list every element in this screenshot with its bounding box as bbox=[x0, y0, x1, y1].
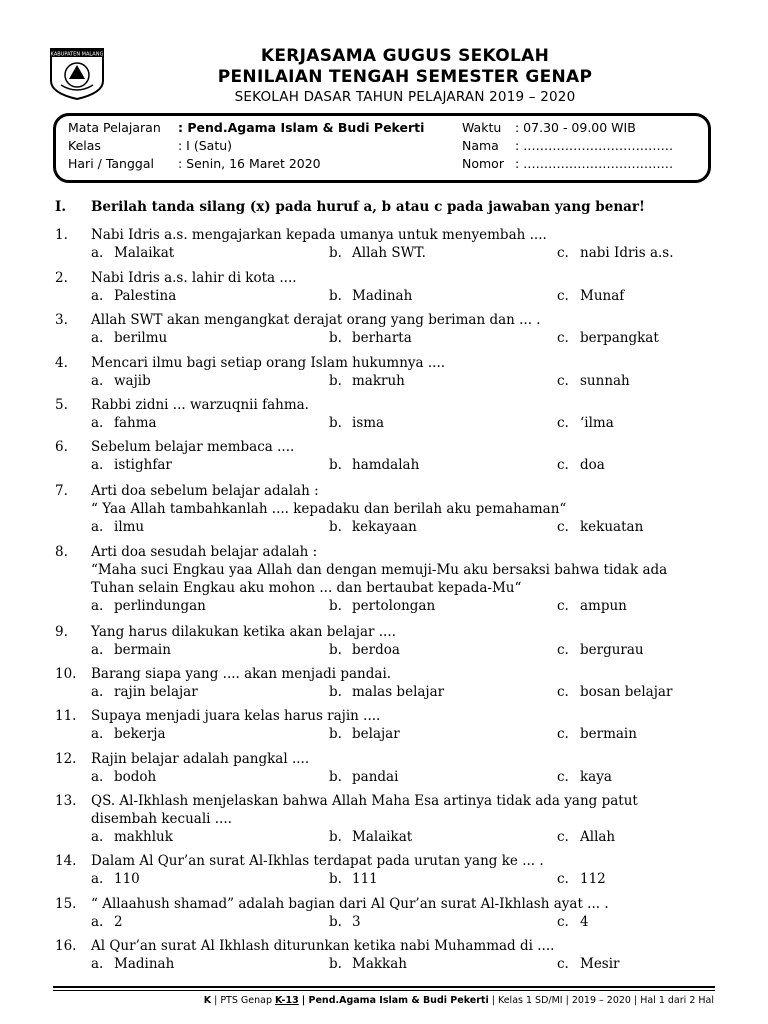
question-text: disembah kecuali .... bbox=[91, 811, 232, 827]
question-text: Rabbi zidni ... warzuqnii fahma. bbox=[91, 397, 309, 413]
question-text: Allah SWT akan mengangkat derajat orang yang beriman dan ... . bbox=[91, 312, 541, 328]
option-letter-b: b. bbox=[329, 373, 342, 389]
option-letter-c: c. bbox=[557, 373, 569, 389]
kelas-value: : I (Satu) bbox=[178, 138, 233, 153]
header-line-3: SEKOLAH DASAR TAHUN PELAJARAN 2019 – 2020 bbox=[234, 89, 576, 105]
option-a: bodoh bbox=[114, 769, 157, 785]
question-text: “ Allaahush shamad” adalah bagian dari Al Qur’an surat Al-Ikhlash ayat ... . bbox=[91, 896, 609, 912]
option-letter-b: b. bbox=[329, 769, 342, 785]
question-number: 11. bbox=[55, 708, 77, 724]
option-letter-c: c. bbox=[557, 642, 569, 658]
section-instruction: Berilah tanda silang (x) pada huruf a, b atau c pada jawaban yang benar! bbox=[91, 199, 645, 215]
question-text: Barang siapa yang .... akan menjadi pandai. bbox=[91, 666, 392, 682]
option-c: kaya bbox=[580, 769, 612, 785]
question-number: 2. bbox=[55, 270, 68, 286]
option-letter-b: b. bbox=[329, 330, 342, 346]
question-number: 1. bbox=[55, 227, 68, 243]
question-number: 9. bbox=[55, 624, 68, 640]
option-a: perlindungan bbox=[114, 598, 206, 614]
option-a: berilmu bbox=[114, 330, 168, 346]
option-c: doa bbox=[580, 457, 605, 473]
option-letter-b: b. bbox=[329, 288, 342, 304]
option-letter-b: b. bbox=[329, 956, 342, 972]
option-b: Makkah bbox=[352, 956, 407, 972]
option-a: wajib bbox=[114, 373, 151, 389]
nomor-value: : ……………………………… bbox=[515, 156, 674, 171]
option-letter-b: b. bbox=[329, 684, 342, 700]
question-text: Al Qur’an surat Al Ikhlash diturunkan ketika nabi Muhammad di .... bbox=[91, 938, 555, 954]
option-a: ilmu bbox=[114, 519, 145, 535]
option-letter-a: a. bbox=[91, 330, 104, 346]
mapel-label: Mata Pelajaran bbox=[68, 120, 161, 135]
footer-k: K bbox=[203, 995, 212, 1006]
option-b: isma bbox=[352, 415, 385, 431]
option-letter-a: a. bbox=[91, 914, 104, 930]
option-a: 110 bbox=[114, 871, 140, 887]
footer bbox=[204, 995, 714, 1006]
option-b: Malaikat bbox=[352, 829, 413, 845]
option-letter-b: b. bbox=[329, 415, 342, 431]
option-c: bergurau bbox=[580, 642, 644, 658]
waktu-label: Waktu bbox=[462, 120, 502, 135]
option-b: pertolongan bbox=[352, 598, 436, 614]
option-c: kekuatan bbox=[580, 519, 644, 535]
footer-rule-thin bbox=[53, 990, 715, 991]
question-text: Dalam Al Qur’an surat Al-Ikhlas terdapat pada urutan yang ke ... . bbox=[91, 853, 544, 869]
question-text: “Maha suci Engkau yaa Allah dan dengan memuji-Mu aku bersaksi bahwa tidak ada bbox=[91, 562, 668, 578]
option-letter-a: a. bbox=[91, 829, 104, 845]
footer-mapel: | Pend.Agama Islam & Budi Pekerti bbox=[301, 995, 489, 1006]
option-letter-a: a. bbox=[91, 415, 104, 431]
mapel-value: : Pend.Agama Islam & Budi Pekerti bbox=[178, 120, 425, 135]
option-a: rajin belajar bbox=[114, 684, 198, 700]
option-b: Madinah bbox=[352, 288, 413, 304]
option-b: berdoa bbox=[352, 642, 400, 658]
option-letter-c: c. bbox=[557, 684, 569, 700]
option-a: fahma bbox=[114, 415, 157, 431]
option-b: Allah SWT. bbox=[352, 245, 426, 261]
option-b: pandai bbox=[352, 769, 399, 785]
footer-rule-thick bbox=[53, 986, 715, 988]
option-b: hamdalah bbox=[352, 457, 420, 473]
question-text: Sebelum belajar membaca .... bbox=[91, 439, 295, 455]
option-letter-a: a. bbox=[91, 457, 104, 473]
option-a: istighfar bbox=[114, 457, 172, 473]
question-number: 10. bbox=[55, 666, 77, 682]
option-a: bermain bbox=[114, 642, 171, 658]
question-number: 15. bbox=[55, 896, 77, 912]
nomor-label: Nomor bbox=[462, 156, 504, 171]
question-text: Nabi Idris a.s. mengajarkan kepada umanya untuk menyembah .... bbox=[91, 227, 547, 243]
option-letter-c: c. bbox=[557, 415, 569, 431]
option-letter-b: b. bbox=[329, 245, 342, 261]
option-letter-a: a. bbox=[91, 373, 104, 389]
section-number: I. bbox=[55, 199, 67, 215]
question-number: 4. bbox=[55, 355, 68, 371]
option-c: bosan belajar bbox=[580, 684, 673, 700]
option-letter-c: c. bbox=[557, 245, 569, 261]
option-letter-a: a. bbox=[91, 956, 104, 972]
option-b: belajar bbox=[352, 726, 400, 742]
option-letter-a: a. bbox=[91, 769, 104, 785]
option-c: nabi Idris a.s. bbox=[580, 245, 674, 261]
option-b: kekayaan bbox=[352, 519, 417, 535]
option-letter-c: c. bbox=[557, 829, 569, 845]
question-text: Rajin belajar adalah pangkal .... bbox=[91, 751, 310, 767]
question-text: Arti doa sebelum belajar adalah : bbox=[91, 483, 319, 499]
option-letter-b: b. bbox=[329, 642, 342, 658]
footer-pts: | PTS Genap bbox=[214, 995, 272, 1006]
question-text: “ Yaa Allah tambahkanlah .... kepadaku dan berilah aku pemahaman“ bbox=[91, 501, 567, 517]
option-letter-c: c. bbox=[557, 519, 569, 535]
hari-value: : Senin, 16 Maret 2020 bbox=[178, 156, 321, 171]
option-letter-b: b. bbox=[329, 519, 342, 535]
option-letter-c: c. bbox=[557, 598, 569, 614]
option-letter-b: b. bbox=[329, 726, 342, 742]
question-number: 6. bbox=[55, 439, 68, 455]
question-text: Nabi Idris a.s. lahir di kota .... bbox=[91, 270, 297, 286]
option-c: Munaf bbox=[580, 288, 625, 304]
question-text: Yang harus dilakukan ketika akan belajar .... bbox=[91, 624, 396, 640]
question-number: 16. bbox=[55, 938, 77, 954]
option-letter-c: c. bbox=[557, 769, 569, 785]
option-letter-a: a. bbox=[91, 684, 104, 700]
question-number: 7. bbox=[55, 483, 68, 499]
option-b: 111 bbox=[352, 871, 378, 887]
option-c: Mesir bbox=[580, 956, 620, 972]
option-letter-c: c. bbox=[557, 457, 569, 473]
option-c: bermain bbox=[580, 726, 637, 742]
question-number: 14. bbox=[55, 853, 77, 869]
option-a: makhluk bbox=[114, 829, 173, 845]
option-letter-b: b. bbox=[329, 871, 342, 887]
option-letter-a: a. bbox=[91, 245, 104, 261]
option-letter-c: c. bbox=[557, 956, 569, 972]
option-letter-a: a. bbox=[91, 519, 104, 535]
option-letter-a: a. bbox=[91, 726, 104, 742]
question-text: QS. Al-Ikhlash menjelaskan bahwa Allah Maha Esa artinya tidak ada yang patut bbox=[91, 793, 638, 809]
option-letter-a: a. bbox=[91, 288, 104, 304]
header-line-2: PENILAIAN TENGAH SEMESTER GENAP bbox=[217, 67, 593, 87]
option-c: 4 bbox=[580, 914, 589, 930]
option-letter-c: c. bbox=[557, 871, 569, 887]
kelas-label: Kelas bbox=[68, 138, 101, 153]
option-a: Malaikat bbox=[114, 245, 175, 261]
option-a: bekerja bbox=[114, 726, 166, 742]
question-text: Arti doa sesudah belajar adalah : bbox=[91, 544, 318, 560]
option-c: Allah bbox=[580, 829, 616, 845]
option-letter-b: b. bbox=[329, 914, 342, 930]
option-letter-b: b. bbox=[329, 457, 342, 473]
question-text: Mencari ilmu bagi setiap orang Islam hukumnya .... bbox=[91, 355, 446, 371]
question-number: 3. bbox=[55, 312, 68, 328]
option-a: 2 bbox=[114, 914, 123, 930]
footer-k13: K-13 bbox=[275, 995, 299, 1006]
header-line-1: KERJASAMA GUGUS SEKOLAH bbox=[260, 46, 550, 66]
option-b: malas belajar bbox=[352, 684, 445, 700]
option-a: Madinah bbox=[114, 956, 175, 972]
nama-value: : ……………………………… bbox=[515, 138, 674, 153]
nama-label: Nama bbox=[462, 138, 499, 153]
kabupaten-malang-logo bbox=[47, 45, 107, 101]
option-letter-c: c. bbox=[557, 330, 569, 346]
option-letter-a: a. bbox=[91, 642, 104, 658]
question-number: 13. bbox=[55, 793, 77, 809]
option-c: sunnah bbox=[580, 373, 630, 389]
footer-rest: | Kelas 1 SD/MI | 2019 – 2020 | Hal 1 dari 2 Hal bbox=[491, 995, 714, 1006]
option-letter-b: b. bbox=[329, 829, 342, 845]
logo-label: KABUPATEN MALANG bbox=[50, 51, 104, 58]
option-letter-c: c. bbox=[557, 288, 569, 304]
option-b: berharta bbox=[352, 330, 412, 346]
option-letter-c: c. bbox=[557, 914, 569, 930]
option-letter-c: c. bbox=[557, 726, 569, 742]
hari-label: Hari / Tanggal bbox=[68, 156, 154, 171]
option-letter-a: a. bbox=[91, 871, 104, 887]
option-c: 112 bbox=[580, 871, 606, 887]
option-a: Palestina bbox=[114, 288, 177, 304]
option-letter-a: a. bbox=[91, 598, 104, 614]
option-c: berpangkat bbox=[580, 330, 659, 346]
question-text: Tuhan selain Engkau aku mohon ... dan bertaubat kepada-Mu“ bbox=[91, 580, 522, 596]
option-b: makruh bbox=[352, 373, 405, 389]
waktu-value: : 07.30 - 09.00 WIB bbox=[515, 120, 636, 135]
question-number: 5. bbox=[55, 397, 68, 413]
option-letter-b: b. bbox=[329, 598, 342, 614]
question-number: 12. bbox=[55, 751, 77, 767]
option-c: ‘ilma bbox=[580, 415, 614, 431]
option-c: ampun bbox=[580, 598, 627, 614]
question-number: 8. bbox=[55, 544, 68, 560]
question-text: Supaya menjadi juara kelas harus rajin .... bbox=[91, 708, 381, 724]
option-b: 3 bbox=[352, 914, 361, 930]
